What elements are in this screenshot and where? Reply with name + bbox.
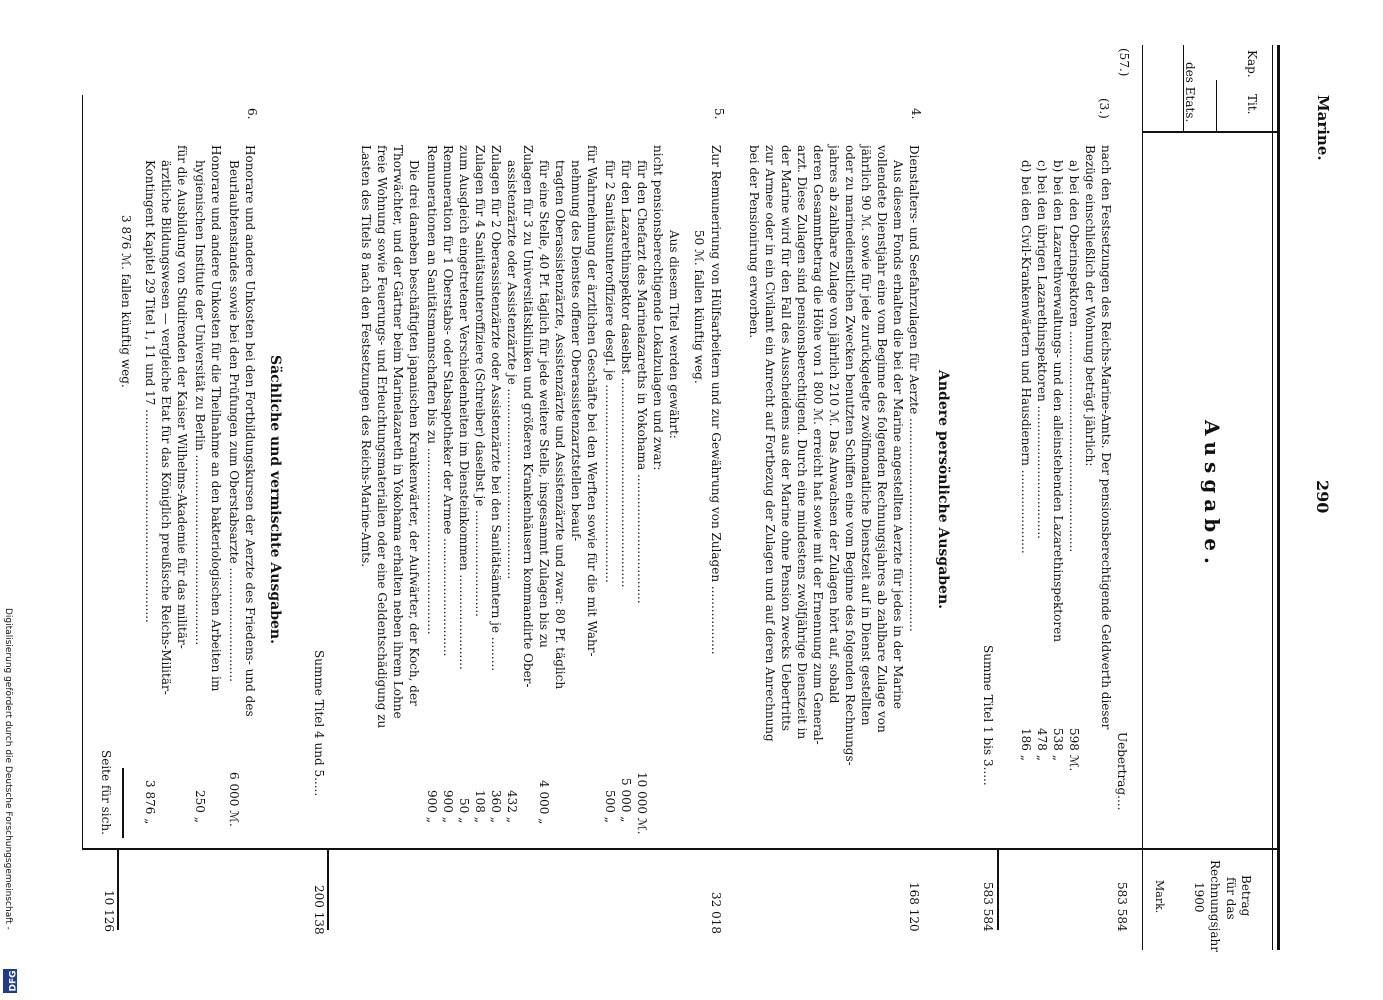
bottom-left-rule: [82, 95, 83, 848]
block5-closing-3: freie Wohnung sowie Feuerungs- und Erleuchtungsmaterialien oder eine Geldentschädigung zu: [375, 145, 389, 729]
block4-line-1: Dienstalters- und Seefahrzulagen für Aerzte ........................................................: [907, 145, 921, 632]
block3-item-b: b) bei den Lazarethverwaltungs- und den alleinstehenden Lazarethinspektoren: [1051, 160, 1065, 642]
block5-closing-1: Die drei daneben beschäftigten japanischen Krankenwärter, der Aufwärter, der Koch, der: [407, 160, 421, 706]
block5-other-4-value: 50 „: [457, 798, 471, 824]
block5-local-3: für 2 Sanitätsunteroffiziere desgl. je ....................................................: [603, 160, 617, 583]
seite-fuer-sich: Seite für sich.: [99, 750, 113, 835]
block3-sum-amount: 583 584: [981, 882, 995, 932]
top-border-thick: [1277, 45, 1280, 950]
mark-kap-57: (57.): [1117, 48, 1131, 77]
block5-other-5-value: 900 „: [441, 790, 455, 823]
block6-line-5: für die Ausbildung von Studirenden der Kaiser Wilhelms-Akademie für das militär-: [175, 145, 189, 649]
block6-line-8: 3 876 ℳ. fallen künftig weg.: [119, 215, 133, 388]
block4-line-11: bei der Pensionirung erworben.: [747, 145, 761, 339]
block6-value-1: 6 000 ℳ.: [227, 772, 241, 827]
block6-value-2: 250 „: [193, 790, 207, 823]
block3-sum-label: Summe Titel 1 bis 3.....: [981, 645, 995, 786]
sum-4-5-rule: [327, 848, 329, 930]
digitization-credit: Digitalisierung gefördert durch die Deutsche Forschungsgemeinschaft -: [3, 608, 13, 930]
block4-line-5: oder zu marinedienstlichen Zwecken benutzten Schiffen eine vom Beginne des folgenden Rechnungs-: [843, 145, 857, 766]
header-divider: [1143, 131, 1278, 133]
block5-local-1-value: 10 000 ℳ.: [635, 772, 649, 835]
block5-other-2: Zulagen für 2 Oberassistenzärzte oder Assistenzärzte bei den Sanitätsämtern je .........: [489, 145, 503, 672]
block6-line-3: Honorare und andere Unkosten für die Theilnahme an den bakteriologischen Arbeiten im: [209, 145, 223, 692]
block4-amount: 168 120: [907, 882, 921, 932]
block3-item-d: d) bei den Civil-Krankenwärtern und Hausdienern ......................: [1019, 160, 1033, 554]
block3-item-d-value: 186 „: [1019, 728, 1033, 761]
block5-closing-2: Thorwächter, und der Gärtner beim Marinelazareth in Yokohama erhalten neben ihrem Lohne: [391, 145, 405, 719]
block5-duty-3: tragten Oberassistenzärzte, Assistenzärzte und Assistenzärzte und zwar: 80 Pf. täglich: [553, 160, 567, 690]
block5-duty-2: nehmung des Dienstes offener Oberassistenzarztstellen beauf-: [569, 160, 583, 542]
sum-4-5-label: Summe Titel 4 und 5.....: [312, 650, 326, 797]
block5-line-1: Zur Remunerirung von Hülfsarbeitern und zur Gewährung von Zulagen ..................: [709, 145, 723, 655]
block5-other-5: Remuneration für 1 Oberstabs- oder Stabsapotheker der Armee ...............................: [441, 145, 455, 657]
block5-duty-amount: 4 000 „: [537, 780, 551, 825]
header-kap: Kap.: [1245, 50, 1259, 78]
block5-line-2: 50 ℳ. fallen künftig weg.: [692, 230, 706, 384]
mark-tit-4: 4.: [909, 108, 923, 120]
uebertrag-amount: 583 584: [1115, 882, 1129, 932]
block5-local-3-value: 500 „: [603, 790, 617, 823]
block4-line-10: zur Armee oder in ein Civilamt ein Anrecht auf Fortbezug der Zulagen und auf deren Anrechnung: [763, 145, 777, 742]
sum-1-3-rule: [997, 848, 999, 930]
page-number: 290: [1313, 480, 1332, 514]
block6-line-1: Honorare und andere Unkosten bei den Fortbildungskursen der Aerzte des Friedens- und des: [243, 145, 257, 717]
header-amount-line-1: Betrag: [1239, 875, 1253, 917]
header-amount-line-3: Rechnungsjahr: [1208, 860, 1222, 952]
block4-line-6: jahres ab zahlbare Zulage von jährlich 210 ℳ. Das Anwachsen der Zulagen hört auf, sobald: [827, 145, 841, 704]
block5-other-2-value: 360 „: [489, 790, 503, 823]
block3-line-2: Bezüge einschließlich der Wohnung beträgt jährlich:: [1083, 145, 1097, 467]
subsection-saechliche: Sächliche und vermischte Ausgaben.: [267, 355, 283, 644]
block5-duty-4: für eine Stelle, 40 Pf. täglich für jede weitere Stelle, insgesammt Zulagen bis zu: [537, 160, 551, 648]
dfg-logo: DFG: [3, 969, 17, 993]
top-border-thin: [1272, 45, 1273, 950]
section-title: Ausgabe.: [1200, 420, 1224, 570]
block4-line-8: arzt. Diese Zulagen sind pensionsberechtigend. Durch eine mindestens zwölfjährige Dienstzeit in: [795, 145, 809, 740]
block3-item-a: a) bei den Oberinspektoren ..........................................................: [1067, 160, 1081, 553]
header-amount-line-2: für das: [1224, 877, 1238, 920]
subtotal-rule-6: [122, 768, 124, 838]
block5-line-3: Aus diesem Titel werden gewährt:: [667, 230, 681, 439]
block5-other-4: zum Ausgleich eingetretener Verschiedenheiten im Diensteinkommen .........................: [457, 145, 471, 670]
block5-other-1: assistenzärzte oder Assistenzärzte je ..................................................: [505, 160, 519, 580]
block6-amount: 10 126: [102, 890, 116, 932]
block3-item-a-value: 598 ℳ.: [1067, 728, 1081, 772]
header-amount-line-4: 1900: [1192, 882, 1206, 913]
amount-column-rule: [82, 848, 1278, 850]
block5-local-2: für den Lazarethinspektor daselbst .......................................................: [619, 160, 633, 588]
uebertrag-label: Uebertrag....: [1115, 732, 1129, 811]
block5-duty-1: für Wahrnehmung der ärztlichen Geschäfte bei den Werften sowie für die mit Wahr-: [585, 145, 599, 657]
etats-column-rule-2: [1216, 80, 1217, 133]
mark-tit-3: (3.): [1097, 98, 1111, 119]
block5-other-1-value: 432 „: [505, 790, 519, 823]
header-bottom-rule: [1142, 45, 1143, 950]
mark-tit-5: 5.: [712, 108, 726, 120]
block6-line-2: Beurlaubtenstandes sowie bei den Prüfungen zum Oberstabsarzte ..............................: [227, 160, 241, 682]
block4-line-4: jährlich 90 ℳ. sowie für jede zurückgelegte zwölfmonatliche Dienstzeit auf in Dienst gestellten: [859, 145, 873, 726]
mark-tit-6: 6.: [245, 108, 259, 120]
block5-amount: 32 018: [709, 892, 723, 934]
block3-item-c-value: 478 „: [1035, 728, 1049, 761]
block3-item-b-value: 538 „: [1051, 728, 1065, 761]
running-title: Marine.: [1314, 95, 1332, 161]
block3-line-1: nach den Festsetzungen des Reichs-Marine-Amts. Der pensionsberechtigende Geldwerth dieser: [1099, 145, 1113, 730]
block6-line-6: ärztliche Bildungswesen — vergleiche Etat für das Königlich preußische Reichs-Militär-: [159, 160, 173, 695]
block5-other-6-value: 900 „: [425, 790, 439, 823]
final-amount-rule: [117, 848, 119, 930]
block6-line-4: hygienischen Institute der Universität zu Berlin ..................................................: [193, 160, 207, 646]
header-currency: Mark.: [1153, 880, 1166, 914]
block5-local-1: für den Chefarzt des Marinelazareths in Yokohama ..................................: [635, 160, 649, 604]
block3-item-c: c) bei den übrigen Lazarethinspektoren ...................................: [1035, 160, 1049, 539]
block5-other-3-value: 108 „: [473, 790, 487, 823]
block4-line-7: deren Gesammtbetrag die Höhe von 1 800 ℳ. erreicht hat sowie mit der Ernennung zum General-: [811, 145, 825, 745]
sum-4-5-amount: 200 138: [312, 885, 326, 935]
block4-line-9: der Marine wird für den Fall des Ausscheidens aus der Marine ohne Pension zwecks Uebertritts: [779, 145, 793, 732]
block6-value-3: 3 876 „: [143, 780, 157, 825]
block5-closing-4: Lasten des Titels 8 nach den Festsetzungen des Reichs-Marine-Amts.: [359, 145, 373, 568]
block5-other-6: Remunerationen an Sanitätsmannschaften bis zu .................................................: [425, 145, 439, 635]
subsection-andere-persoenliche: Andere persönliche Ausgaben.: [935, 370, 951, 610]
block4-line-2: Aus diesem Fonds erhalten die bei der Marine angestellten Aerzte für jedes in der Marine: [891, 160, 905, 709]
block5-local-2-value: 5 000 „: [619, 778, 633, 823]
block6-line-7: Kontingent Kapitel 29 Titel 1, 11 und 17 ........................................................: [143, 160, 157, 623]
header-tit: Tit.: [1245, 94, 1259, 115]
header-des-etats: des Etats.: [1183, 62, 1197, 123]
block5-duty-5: Zulagen für 3 zu Universitätskliniken und größeren Krankenhäusern kommandirte Ober-: [521, 145, 535, 688]
block5-line-4: nicht pensionsberechtigende Lokalzulagen und zwar:: [651, 145, 665, 471]
block5-other-3: Zulagen für 4 Sanitätsunteroffiziere (Schreiber) daselbst je ............................: [473, 145, 487, 617]
block4-line-3: vollendete Dienstjahr eine vom Beginne des folgenden Rechnungsjahres ab zahlbare Zulage von: [875, 145, 889, 733]
